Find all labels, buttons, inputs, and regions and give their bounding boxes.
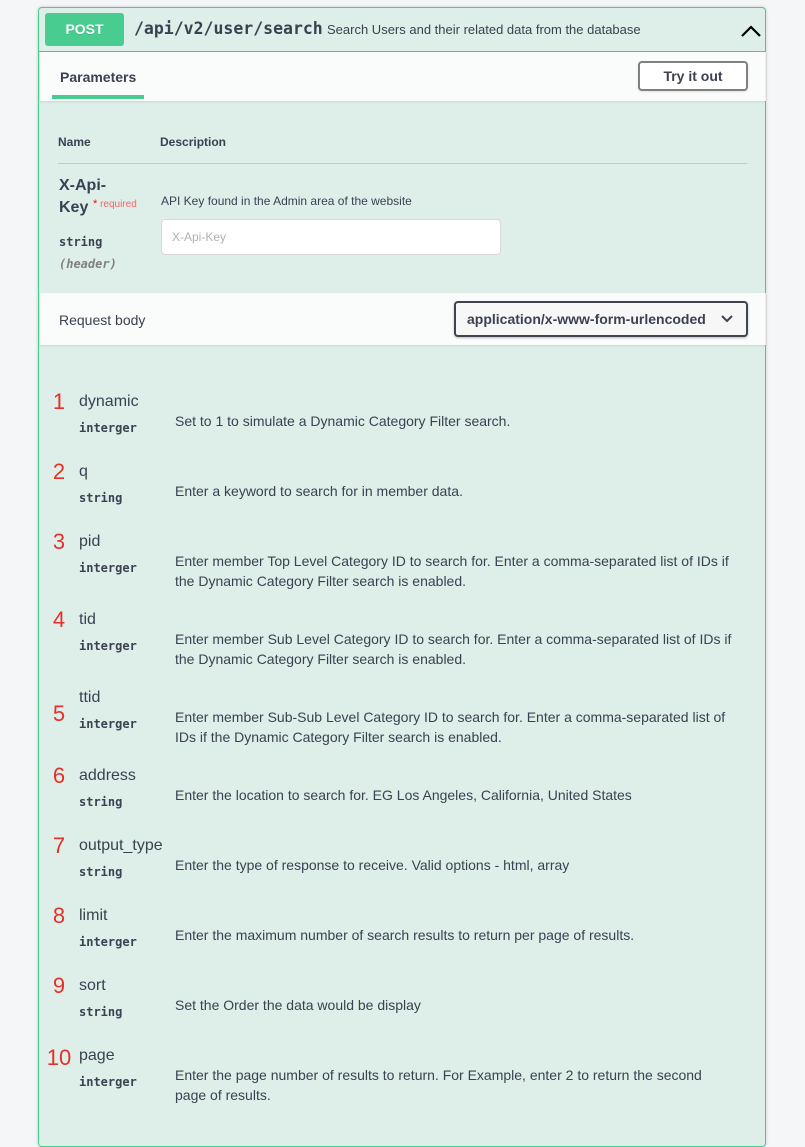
field-name: q — [79, 463, 88, 480]
parameter-name-line2: Key — [59, 199, 89, 216]
field-number: 6 — [52, 763, 66, 788]
name-column-header: Name — [58, 135, 91, 149]
field-type: interger — [79, 561, 137, 575]
parameter-description: API Key found in the Admin area of the website — [161, 194, 412, 208]
field-description: Enter the maximum number of search results to return per page of results. — [175, 927, 635, 943]
field-name: ttid — [79, 689, 101, 706]
field-number: 5 — [52, 701, 66, 726]
chevron-down-icon — [720, 313, 734, 325]
field-description: Enter the type of response to receive. Valid options - html, array — [175, 857, 570, 873]
tab-active-indicator — [52, 95, 144, 99]
parameter-name-line1: X-Api- — [59, 177, 107, 194]
operation-block — [38, 7, 766, 1147]
method-badge: POST — [45, 13, 124, 46]
field-description: Enter member Top Level Category ID to search for. Enter a comma-separated list of IDs if the Dynamic Category Filter search is enabled. — [175, 553, 729, 589]
parameter-name — [59, 175, 131, 219]
field-description: Enter the page number of results to return. For Example, enter 2 to return the second page of results. — [175, 1067, 702, 1103]
description-column-header: Description — [160, 135, 227, 149]
api-key-input[interactable] — [161, 219, 501, 255]
field-name: dynamic — [79, 393, 139, 410]
field-number: 8 — [52, 903, 66, 928]
request-body-label: Request body — [59, 312, 146, 328]
required-indicator — [93, 198, 137, 210]
field-type: interger — [79, 935, 137, 949]
field-number: 9 — [52, 973, 66, 998]
field-name: page — [79, 1047, 115, 1064]
field-type: interger — [79, 1075, 137, 1089]
endpoint-path: /api/v2/user/search — [134, 19, 323, 38]
field-number: 1 — [52, 389, 66, 414]
field-type: interger — [79, 639, 137, 653]
required-star: * — [93, 198, 98, 210]
field-number: 4 — [52, 607, 66, 632]
field-description: Enter member Sub Level Category ID to search for. Enter a comma-separated list of IDs if the Dynamic Category Filter search is enabled. — [175, 631, 732, 667]
field-type: string — [79, 865, 123, 879]
field-type: interger — [79, 421, 137, 435]
field-name: tid — [79, 611, 96, 628]
field-type: string — [79, 1005, 123, 1019]
parameter-location: (header) — [59, 257, 117, 271]
field-name: pid — [79, 533, 101, 550]
field-name: limit — [79, 907, 108, 924]
field-type: string — [79, 795, 123, 809]
content-type-select[interactable] — [454, 301, 748, 337]
parameters-table-header — [58, 135, 747, 164]
try-it-out-button[interactable]: Try it out — [638, 61, 748, 91]
operation-summary[interactable] — [39, 8, 765, 52]
field-description: Enter the location to search for. EG Los Angeles, California, United States — [175, 787, 632, 803]
required-label: required — [100, 199, 137, 210]
field-name: output_type — [79, 837, 163, 854]
field-number: 2 — [52, 459, 66, 484]
field-type: interger — [79, 717, 137, 731]
field-name: sort — [79, 977, 106, 994]
field-type: string — [79, 491, 123, 505]
field-description: Set to 1 to simulate a Dynamic Category Filter search. — [175, 413, 511, 429]
tab-header — [40, 52, 766, 101]
field-number: 3 — [52, 529, 66, 554]
field-description: Enter a keyword to search for in member data. — [175, 483, 463, 499]
field-description: Set the Order the data would be display — [175, 997, 421, 1013]
field-number: 7 — [52, 833, 66, 858]
tab-parameters[interactable]: Parameters — [60, 69, 137, 85]
endpoint-description: Search Users and their related data from the database — [327, 22, 641, 37]
chevron-up-icon[interactable] — [739, 22, 763, 40]
field-number: 10 — [46, 1045, 72, 1070]
field-name: address — [79, 767, 136, 784]
parameter-type: string — [59, 235, 103, 249]
field-description: Enter member Sub-Sub Level Category ID to search for. Enter a comma-separated list of IDs if the Dynamic Category Filter search is enabled. — [175, 709, 726, 745]
request-body-header — [40, 293, 766, 345]
content-type-value: application/x-www-form-urlencoded — [467, 311, 706, 327]
